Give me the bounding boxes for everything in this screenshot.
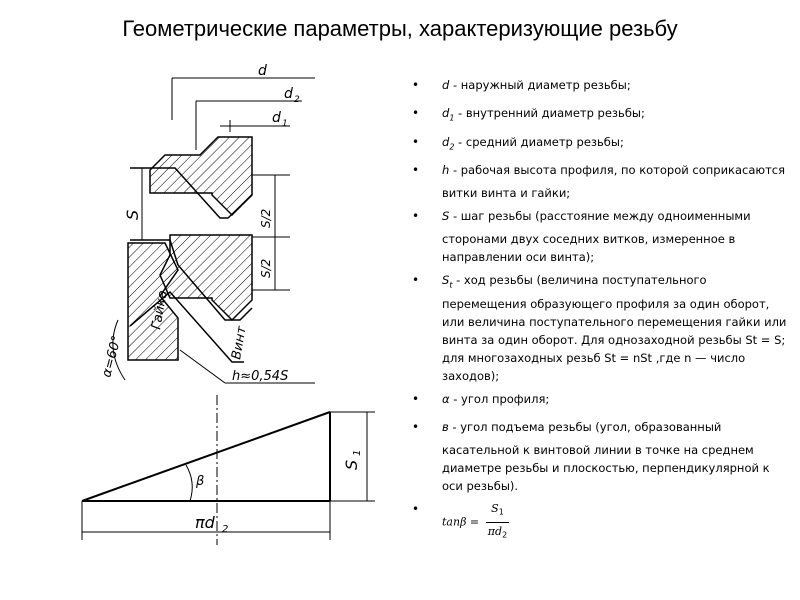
list-item: • $S_t$ - ход резьбы (величина поступательного перемещения образующего профиля за один оборот, или величина поступательного перемещения гайки или винта за один оборот. Для однозаходной резьбы St = S; для многозаходных резьб St = nSt ,где n — число заходов);	[412, 271, 787, 384]
label-d1: d	[272, 110, 281, 126]
list-item: • d - наружный диаметр резьбы;	[412, 76, 787, 99]
list-item: • S - шаг резьбы (расстояние между одноименными сторонами двух соседних витков, измеренное в направлении оси винта);	[412, 207, 787, 266]
label-h: h≈0,54S	[232, 369, 289, 384]
label-d1-sub: 1	[282, 119, 288, 129]
formula-lhs: tanβ =	[442, 515, 480, 529]
screw-thread-body	[160, 235, 252, 320]
parameter-list	[412, 76, 787, 550]
label-pi-d2: πd	[195, 513, 215, 532]
label-S: S	[123, 209, 142, 220]
label-S1: S	[342, 459, 361, 470]
label-screw: Винт	[229, 325, 250, 361]
label-alpha: α=60°	[99, 334, 125, 380]
list-item: • в - угол подъема резьбы (угол, образованный касательной к винтовой линии в точке на среднем диаметре резьбы и плоскостью, перпендикулярной к оси резьбы).	[412, 418, 787, 495]
label-S-half-1: S/2	[259, 208, 273, 228]
label-d2-sub: 2	[294, 95, 300, 105]
label-d: d	[258, 63, 267, 79]
list-item: • $d_2$ - средний диаметр резьбы;	[412, 133, 787, 156]
label-d2: d	[284, 86, 293, 102]
label-nut: Гайка	[149, 289, 171, 331]
list-item: • $d_1$ - внутренний диаметр резьбы;	[412, 104, 787, 127]
label-beta: β	[196, 474, 205, 489]
list-item: • α - угол профиля;	[412, 390, 787, 413]
label-S-half-2: S/2	[259, 258, 273, 278]
list-item: • h - рабочая высота профиля, по которой соприкасаются витки винта и гайки;	[412, 161, 787, 202]
formula-fraction: $\frac{S_1}{\pi d_2}$	[487, 502, 508, 540]
formula-item	[412, 500, 787, 544]
helix-hypotenuse	[82, 412, 330, 501]
label-pi-d2-sub: 2	[222, 524, 229, 535]
slide-title: Геометрические параметры, характеризующие резьбу	[122, 16, 678, 41]
nut-thread-body	[150, 137, 252, 215]
label-S1-sub: 1	[352, 449, 363, 456]
